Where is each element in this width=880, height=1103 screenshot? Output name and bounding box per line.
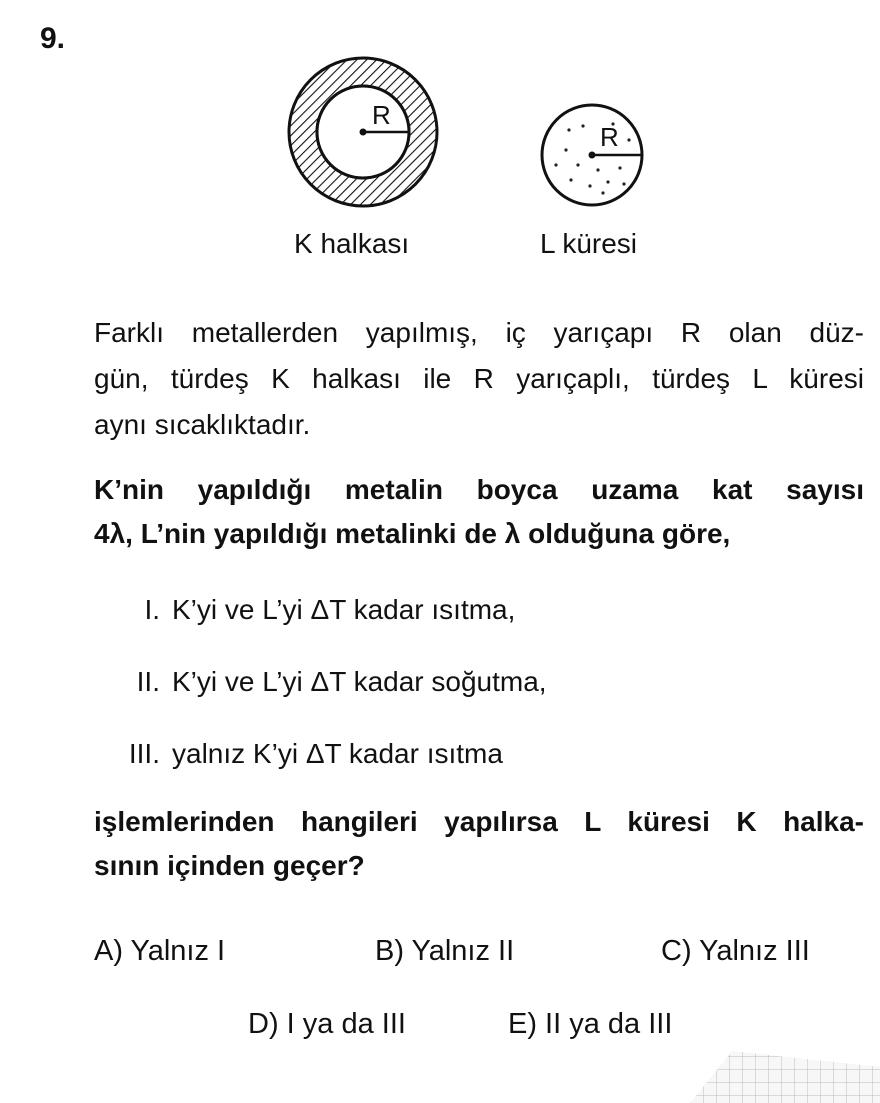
choice-a[interactable]: A) Yalnız I (94, 935, 226, 967)
statement-text: K’yi ve L’yi ΔT kadar ısıtma, (172, 594, 516, 625)
figure (0, 0, 880, 300)
statement-text: K’yi ve L’yi ΔT kadar soğutma, (172, 666, 547, 697)
ring-radius-label: R (372, 100, 391, 130)
choice-d[interactable]: D) I ya da III (248, 1008, 406, 1040)
ring-k-diagram (289, 58, 437, 206)
ring-caption: K halkası (294, 228, 410, 259)
statement-text: yalnız K’yi ΔT kadar ısıtma (172, 738, 503, 769)
prompt-line: sının içinden geçer? (94, 850, 365, 881)
stem-line: gün, türdeş K halkası ile R yarıçaplı, türdeş L küresi (94, 363, 864, 394)
sphere-radius-label: R (600, 122, 619, 152)
statement-2 (136, 666, 547, 698)
statement-numeral: II. (136, 666, 160, 697)
prompt-line: işlemlerinden hangileri yapılırsa L küresi K halka- (94, 806, 864, 837)
question-number: 9. (40, 22, 66, 55)
statement-3 (128, 738, 503, 770)
choice-c[interactable]: C) Yalnız III (661, 935, 810, 967)
given-line: 4λ, L’nin yapıldığı metalinki de λ olduğuna göre, (94, 518, 731, 549)
given-line: K’nin yapıldığı metalin boyca uzama kat sayısı (94, 474, 864, 505)
sphere-l-diagram (542, 105, 642, 205)
question-given (94, 468, 864, 556)
sphere-caption: L küresi (540, 228, 638, 259)
statement-1 (144, 594, 516, 626)
statement-numeral: I. (144, 594, 160, 625)
stem-line: aynı sıcaklıktadır. (94, 409, 311, 440)
corner-grid-decoration (690, 1043, 880, 1103)
question-stem (94, 310, 864, 448)
statement-numeral: III. (128, 738, 160, 769)
question-prompt (94, 800, 864, 888)
choice-b[interactable]: B) Yalnız II (375, 935, 515, 967)
stem-line: Farklı metallerden yapılmış, iç yarıçapı R olan düz- (94, 317, 864, 348)
choice-e[interactable]: E) II ya da III (508, 1008, 673, 1040)
